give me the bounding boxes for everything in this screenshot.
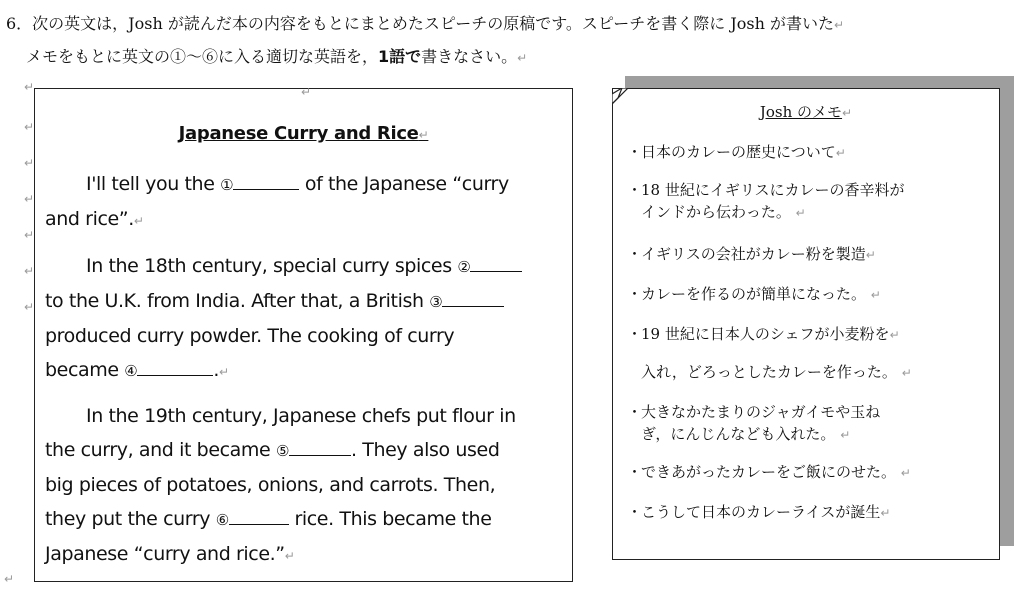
return-mark: ↵	[865, 248, 876, 262]
question-instructions	[6, 8, 1016, 74]
answer-blank-3[interactable]	[442, 292, 504, 307]
return-mark: ↵	[840, 428, 851, 442]
speech-title	[35, 123, 572, 144]
return-mark: ↵	[284, 549, 295, 563]
bullet: ・	[627, 181, 643, 199]
memo-item-6	[627, 401, 992, 446]
josh-memo-box	[612, 88, 1000, 560]
return-mark: ↵	[418, 128, 429, 142]
paragraph-marker: ↵	[24, 300, 35, 314]
return-mark: ↵	[835, 146, 846, 160]
speech-text: big pieces of potatoes, onions, and carrots. Then,	[45, 474, 496, 496]
paragraph-marker: ↵	[24, 156, 35, 170]
speech-text: In the 19th century, Japanese chefs put flour in	[86, 405, 516, 427]
return-mark: ↵	[870, 288, 881, 302]
memo-title-text: Josh のメモ	[759, 103, 843, 121]
speech-title-text: Japanese Curry and Rice	[178, 123, 419, 144]
memo-item-text: 入れ，どろっとしたカレーを作った。	[641, 363, 897, 381]
instructions-emphasis: 1語で	[378, 47, 422, 66]
speech-text: In the 18th century, special curry spices	[86, 255, 458, 277]
speech-paragraph-1	[45, 167, 560, 238]
return-mark: ↵	[517, 51, 528, 65]
speech-text: I'll tell you the	[86, 173, 221, 195]
memo-item-2	[627, 179, 992, 224]
speech-text: Japanese “curry and rice.”	[45, 543, 285, 565]
memo-item-8	[627, 501, 992, 524]
paragraph-marker: ↵	[24, 120, 35, 134]
return-mark: ↵	[901, 366, 912, 380]
answer-blank-6[interactable]	[229, 510, 289, 525]
memo-item-text: カレーを作るのが簡単になった。	[641, 285, 867, 303]
blank-number-3: ③	[429, 293, 443, 311]
memo-item-4	[627, 283, 992, 306]
return-mark: ↵	[900, 466, 911, 480]
answer-blank-2[interactable]	[470, 257, 522, 272]
speech-text: of the Japanese “curry	[299, 173, 509, 195]
memo-item-text: ぎ，にんじんなども入れた。	[641, 425, 836, 443]
blank-number-4: ④	[124, 362, 138, 380]
memo-item-text: こうして日本のカレーライスが誕生	[641, 503, 881, 521]
memo-item-text: 大きなかたまりのジャガイモや玉ね	[641, 403, 881, 421]
speech-paragraph-3	[45, 399, 560, 573]
memo-title	[613, 101, 999, 122]
memo-item-text: イギリスの会社がカレー粉を製造	[641, 245, 866, 263]
bullet: ・	[627, 463, 643, 481]
speech-text: the curry, and it became	[45, 439, 276, 461]
memo-item-3	[627, 243, 992, 266]
memo-item-text: 18 世紀にイギリスにカレーの香辛料が	[641, 181, 905, 199]
memo-item-1	[627, 141, 992, 164]
blank-number-2: ②	[457, 258, 471, 276]
instructions-text-3: 書きなさい。	[421, 47, 518, 66]
memo-item-text: インドから伝わった。	[641, 203, 791, 221]
speech-text: produced curry powder. The cooking of curry	[45, 325, 455, 347]
bullet: ・	[627, 285, 643, 303]
return-mark: ↵	[133, 214, 144, 228]
answer-blank-5[interactable]	[289, 441, 351, 456]
memo-item-5-continued	[627, 361, 992, 384]
return-mark: ↵	[889, 328, 900, 342]
instructions-text-1: 6．次の英文は，Josh が読んだ本の内容をもとにまとめたスピーチの原稿です。スピーチを書く際に Josh が書いた	[6, 14, 835, 33]
bullet: ・	[627, 245, 643, 263]
paragraph-marker: ↵	[4, 572, 15, 586]
page-fold-icon	[612, 88, 628, 104]
instructions-line-2	[6, 41, 1016, 74]
answer-blank-4[interactable]	[137, 361, 213, 376]
return-mark: ↵	[218, 365, 229, 379]
paragraph-marker: ↵	[24, 192, 35, 206]
paragraph-marker: ↵	[24, 264, 35, 278]
speech-text: they put the curry	[45, 508, 216, 530]
memo-item-text: できあがったカレーをご飯にのせた。	[641, 463, 897, 481]
memo-item-5	[627, 323, 992, 346]
memo-item-text: 日本のカレーの歴史について	[641, 143, 836, 161]
bullet: ・	[627, 325, 643, 343]
blank-number-6: ⑥	[215, 511, 229, 529]
return-mark: ↵	[834, 18, 845, 32]
answer-blank-1[interactable]	[233, 175, 299, 190]
speech-paragraph-2	[45, 249, 560, 389]
speech-draft-box	[34, 85, 573, 582]
return-mark: ↵	[795, 206, 806, 220]
speech-text: rice. This became the	[288, 508, 492, 530]
blank-number-5: ⑤	[275, 442, 290, 460]
paragraph-marker: ↵	[24, 228, 35, 242]
speech-text: . They also used	[351, 439, 500, 461]
speech-text: to the U.K. from India. After that, a British	[45, 290, 430, 312]
paragraph-marker: ↵	[24, 80, 35, 94]
instructions-line-1	[6, 8, 1016, 41]
return-mark: ↵	[301, 85, 312, 99]
bullet: ・	[627, 143, 643, 161]
blank-number-1: ①	[220, 176, 234, 194]
return-mark: ↵	[880, 506, 891, 520]
speech-text: and rice”.	[45, 208, 134, 230]
bullet: ・	[627, 403, 643, 421]
return-mark: ↵	[842, 106, 853, 120]
instructions-text-2: メモをもとに英文の①～⑥に入る適切な英語を，	[26, 47, 379, 66]
memo-item-text: 19 世紀に日本人のシェフが小麦粉を	[641, 325, 890, 343]
speech-text: became	[45, 359, 125, 381]
speech-text: .	[213, 359, 219, 381]
bullet: ・	[627, 503, 643, 521]
memo-item-7	[627, 461, 992, 484]
